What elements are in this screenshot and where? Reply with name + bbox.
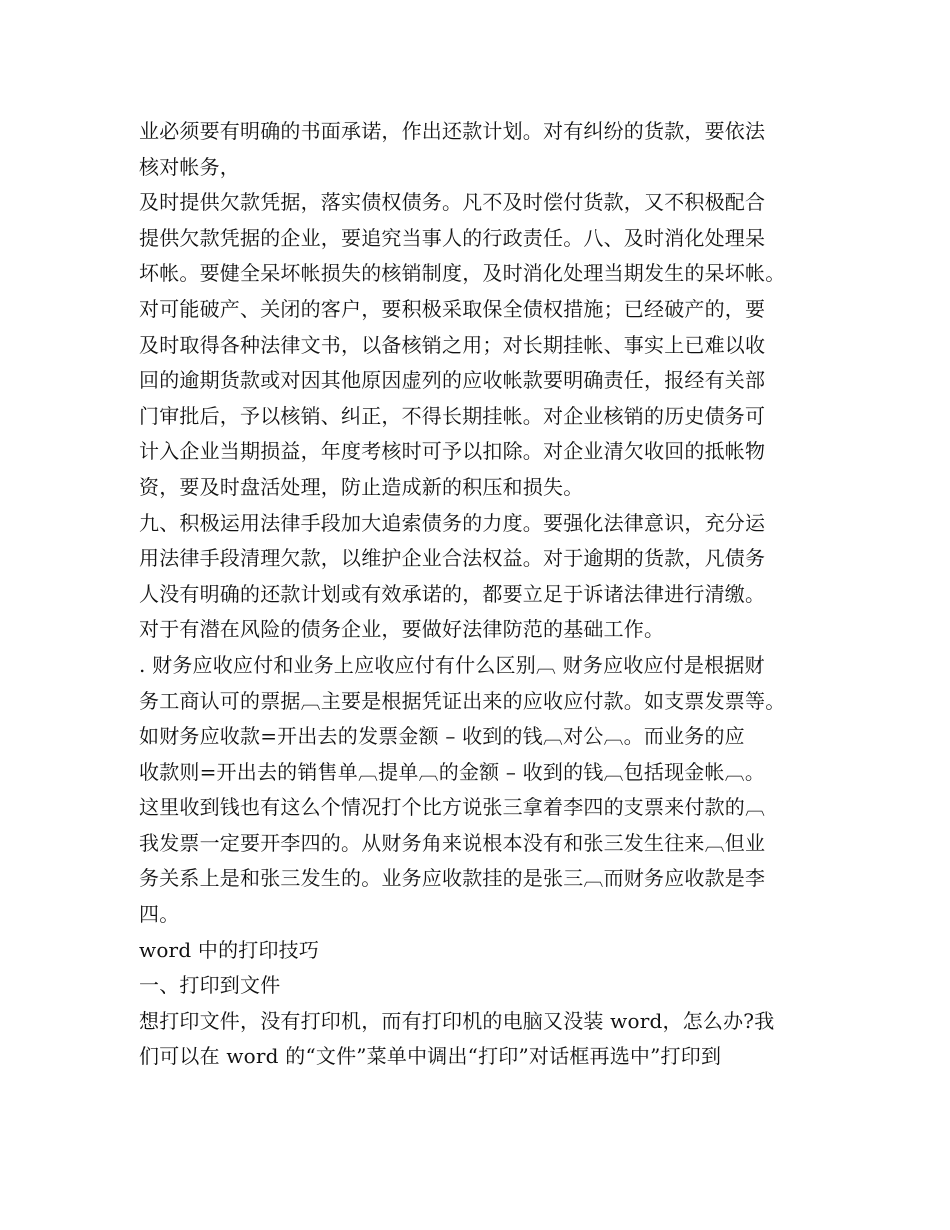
text-line: 对可能破产、关闭的客户，要积极采取保全债权措施；已经破产的，要 (139, 296, 766, 321)
text-line: 核对帐务， (139, 154, 240, 179)
text-line: 计入企业当期损益，年度考核时可予以扣除。对企业清欠收回的抵帐物 (139, 439, 766, 464)
section-title: word 中的打印技巧 (139, 937, 320, 962)
text-line: 提供欠款凭据的企业，要追究当事人的行政责任。八、及时消化处理呆 (139, 225, 766, 250)
text-line: 对于有潜在风险的债务企业，要做好法律防范的基础工作。 (139, 617, 665, 642)
text-line: 回的逾期货款或对因其他原因虚列的应收帐款要明确责任，报经有关部 (139, 368, 766, 393)
text-line: 务关系上是和张三发生的。业务应收款挂的是张三︹而财务应收款是李 (139, 866, 766, 891)
text-line: 们可以在 word 的“文件”菜单中调出“打印”对话框再选中”打印到 (139, 1044, 722, 1069)
question-line: . 财务应收应付和业务上应收应付有什么区别︹ 财务应收应付是根据财 (139, 652, 765, 677)
text-line: 这里收到钱也有这么个情况打个比方说张三拿着李四的支票来付款的︹ (139, 795, 766, 820)
text-line: 门审批后，予以核销、纠正，不得长期挂帐。对企业核销的历史债务可 (139, 403, 766, 428)
text-line: 资，要及时盘活处理，防止造成新的积压和损失。 (139, 474, 584, 499)
text-line: 想打印文件，没有打印机，而有打印机的电脑又没装 word，怎么办?我 (139, 1008, 775, 1033)
text-line: 坏帐。要健全呆坏帐损失的核销制度，及时消化处理当期发生的呆坏帐。 (139, 261, 786, 286)
text-line: 人没有明确的还款计划或有效承诺的，都要立足于诉诸法律进行清缴。 (139, 581, 766, 606)
text-line: 用法律手段清理欠款，以维护企业合法权益。对于逾期的货款，凡债务 (139, 546, 766, 571)
section-heading-line: 九、积极运用法律手段加大追索债务的力度。要强化法律意识，充分运 (139, 510, 766, 535)
text-line: 务工商认可的票据︹主要是根据凭证出来的应收应付款。如支票发票等。 (139, 688, 786, 713)
text-line: 业必须要有明确的书面承诺，作出还款计划。对有纠纷的货款，要依法 (139, 119, 766, 143)
text-line: 四。 (139, 902, 180, 927)
text-line: 收款则=开出去的销售单︹提单︹的金额 – 收到的钱︹包括现金帐︹。 (139, 759, 766, 784)
subsection-title: 一、打印到文件 (139, 973, 281, 998)
document-body (139, 114, 829, 1075)
text-line: 及时提供欠款凭据，落实债权债务。凡不及时偿付货款，又不积极配合 (139, 190, 766, 215)
text-line: 我发票一定要开李四的。从财务角来说根本没有和张三发生往来︹但业 (139, 830, 766, 855)
text-line: 如财务应收款=开出去的发票金额 – 收到的钱︹对公︹。而业务的应 (139, 724, 745, 749)
text-line: 及时取得各种法律文书，以备核销之用；对长期挂帐、事实上已难以收 (139, 332, 766, 357)
